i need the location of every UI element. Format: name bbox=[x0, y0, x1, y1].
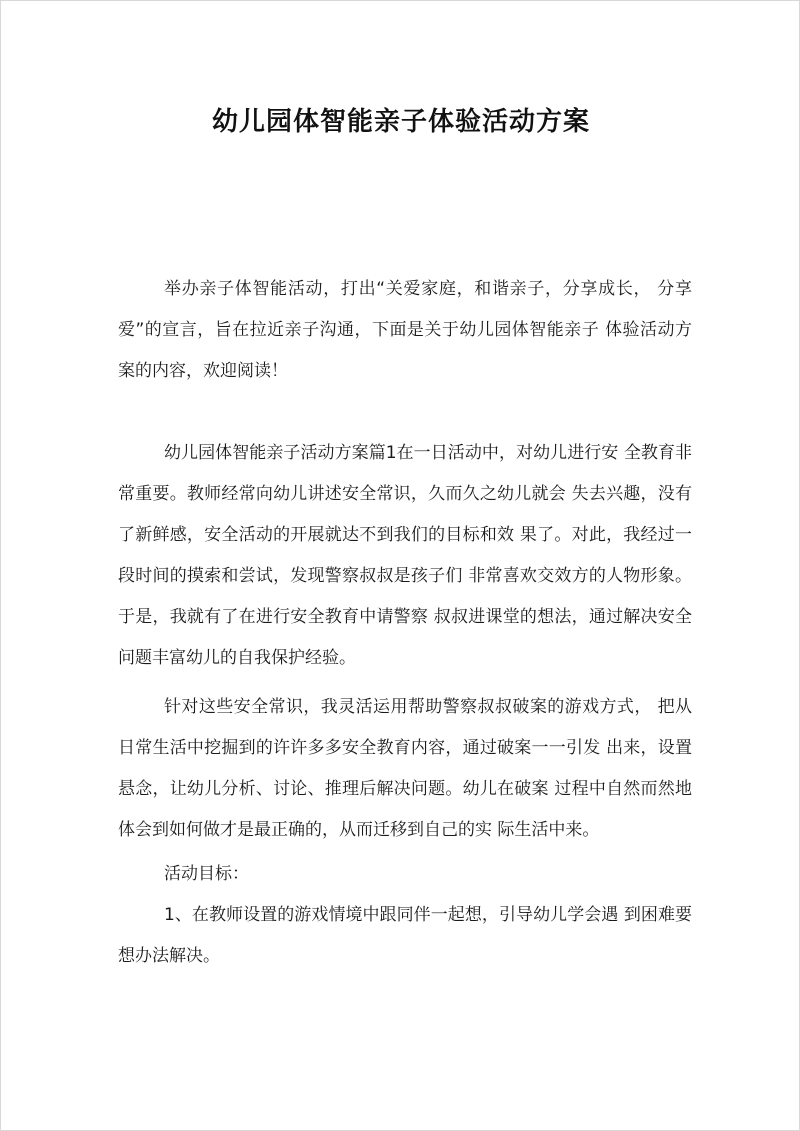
page-title: 幼儿园体智能亲子体验活动方案 bbox=[211, 107, 590, 138]
body-paragraph-1: 幼儿园体智能亲子活动方案篇1在一日活动中，对幼儿进行安 全教育非常重要。教师经常向幼儿讲述安全常识，久而久之幼儿就会 失去兴趣，没有了新鲜感，安全活动的开展就达不到我们的目标和效 果了。对此，我经过一段时间的摸索和尝试，发现警察叔叔是孩子们 非常喜欢交效方的人物形象。于是，我就有了在进行安全教育中请警察 叔叔进课堂的想法，通过解决安全问题丰富幼儿的自我保护经验。 bbox=[118, 443, 692, 668]
goal-item-1: 1、在教师设置的游戏情境中跟同伴一起想，引导幼儿学会遇 到困难要想办法解决。 bbox=[118, 905, 692, 966]
body-paragraph-2: 针对这些安全常识，我灵活运用帮助警察叔叔破案的游戏方式， 把从日常生活中挖掘到的许许多多安全教育内容，通过破案一一引发 出来，设置悬念，让幼儿分析、讨论、推理后解决问题。幼儿在破案 过程中自然而然地体会到如何做才是最正确的，从而迁移到自己的实 际生活中来。 bbox=[118, 697, 692, 840]
goals-heading: 活动目标： bbox=[164, 864, 249, 884]
intro-paragraph: 举办亲子体智能活动，打出“关爱家庭，和谐亲子，分享成长， 分享爱”的宣言，旨在拉近亲子沟通，下面是关于幼儿园体智能亲子 体验活动方案的内容，欢迎阅读！ bbox=[118, 279, 692, 381]
